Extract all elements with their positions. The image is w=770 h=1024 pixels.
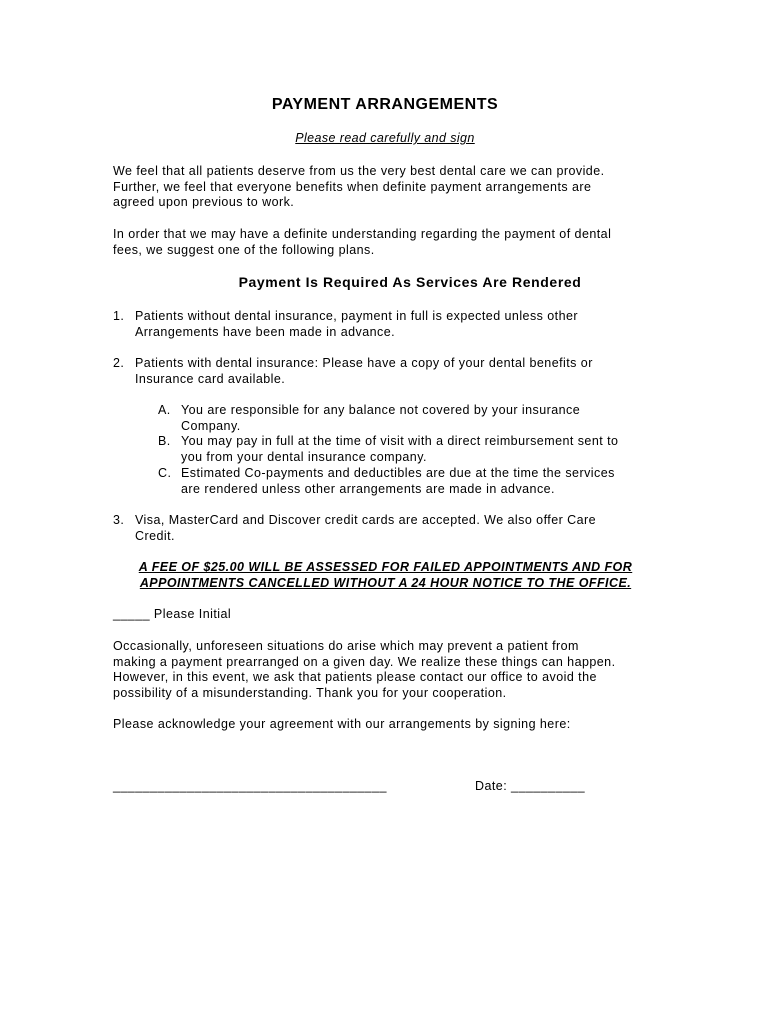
acknowledge-text: Please acknowledge your agreement with our arrangements by signing here:	[113, 717, 571, 731]
intro-paragraph-1	[113, 164, 673, 211]
sub-item-letter: A.	[158, 403, 171, 417]
sub-item-letter: B.	[158, 434, 171, 448]
text-line: Arrangements have been made in advance.	[135, 324, 396, 339]
list-item-3	[113, 513, 673, 544]
text-line: Occasionally, unforeseen situations do arise which may prevent a patient from	[113, 639, 579, 653]
text-line: Credit.	[135, 528, 175, 543]
initial-line[interactable]: _____ Please Initial	[113, 607, 232, 621]
text-line: agreed upon previous to work.	[113, 195, 295, 209]
text-line: making a payment prearranged on a given day. We realize these things can happen.	[113, 654, 616, 669]
text-line: Patients with dental insurance: Please have a copy of your dental benefits or	[135, 356, 593, 370]
list-number: 1.	[113, 309, 125, 323]
document-title: PAYMENT ARRANGEMENTS	[271, 96, 499, 113]
closing-paragraph	[113, 639, 673, 701]
sub-item-a	[158, 403, 678, 434]
signature-line[interactable]: _____________________________________	[113, 779, 387, 793]
text-line: We feel that all patients deserve from us the very best dental care we can provide.	[113, 164, 605, 178]
text-line: are rendered unless other arrangements are made in advance.	[181, 481, 555, 496]
sub-item-c	[158, 466, 678, 497]
text-line: A FEE OF $25.00 WILL BE ASSESSED FOR FAILED APPOINTMENTS AND FOR	[138, 560, 633, 574]
text-line: Insurance card available.	[135, 371, 286, 386]
text-line: You are responsible for any balance not covered by your insurance	[181, 403, 581, 417]
list-number: 3.	[113, 513, 125, 527]
text-line: fees, we suggest one of the following plans.	[113, 242, 375, 257]
text-line: In order that we may have a definite understanding regarding the payment of dental	[113, 227, 612, 241]
text-line: you from your dental insurance company.	[181, 449, 427, 464]
sub-item-b	[158, 434, 678, 465]
list-item-1	[113, 309, 673, 340]
fee-notice	[113, 560, 658, 591]
list-item-2	[113, 356, 673, 387]
document-subtitle: Please read carefully and sign	[295, 131, 475, 145]
text-line: Company.	[181, 418, 241, 433]
text-line: Further, we feel that everyone benefits when definite payment arrangements are	[113, 179, 592, 194]
list-number: 2.	[113, 356, 125, 370]
text-line: You may pay in full at the time of visit with a direct reimbursement sent to	[181, 434, 619, 448]
date-field[interactable]: Date: __________	[475, 779, 586, 793]
text-line: APPOINTMENTS CANCELLED WITHOUT A 24 HOUR NOTICE TO THE OFFICE.	[139, 575, 632, 590]
text-line: Estimated Co-payments and deductibles are due at the time the services	[181, 466, 615, 480]
text-line: Visa, MasterCard and Discover credit cards are accepted. We also offer Care	[135, 513, 597, 527]
intro-paragraph-2	[113, 227, 673, 258]
text-line: However, in this event, we ask that patients please contact our office to avoid the	[113, 670, 597, 684]
text-line: possibility of a misunderstanding. Thank you for your cooperation.	[113, 685, 507, 700]
text-line: Patients without dental insurance, payment in full is expected unless other	[135, 309, 579, 323]
section-heading: Payment Is Required As Services Are Rendered	[238, 274, 582, 290]
sub-item-letter: C.	[158, 466, 172, 480]
